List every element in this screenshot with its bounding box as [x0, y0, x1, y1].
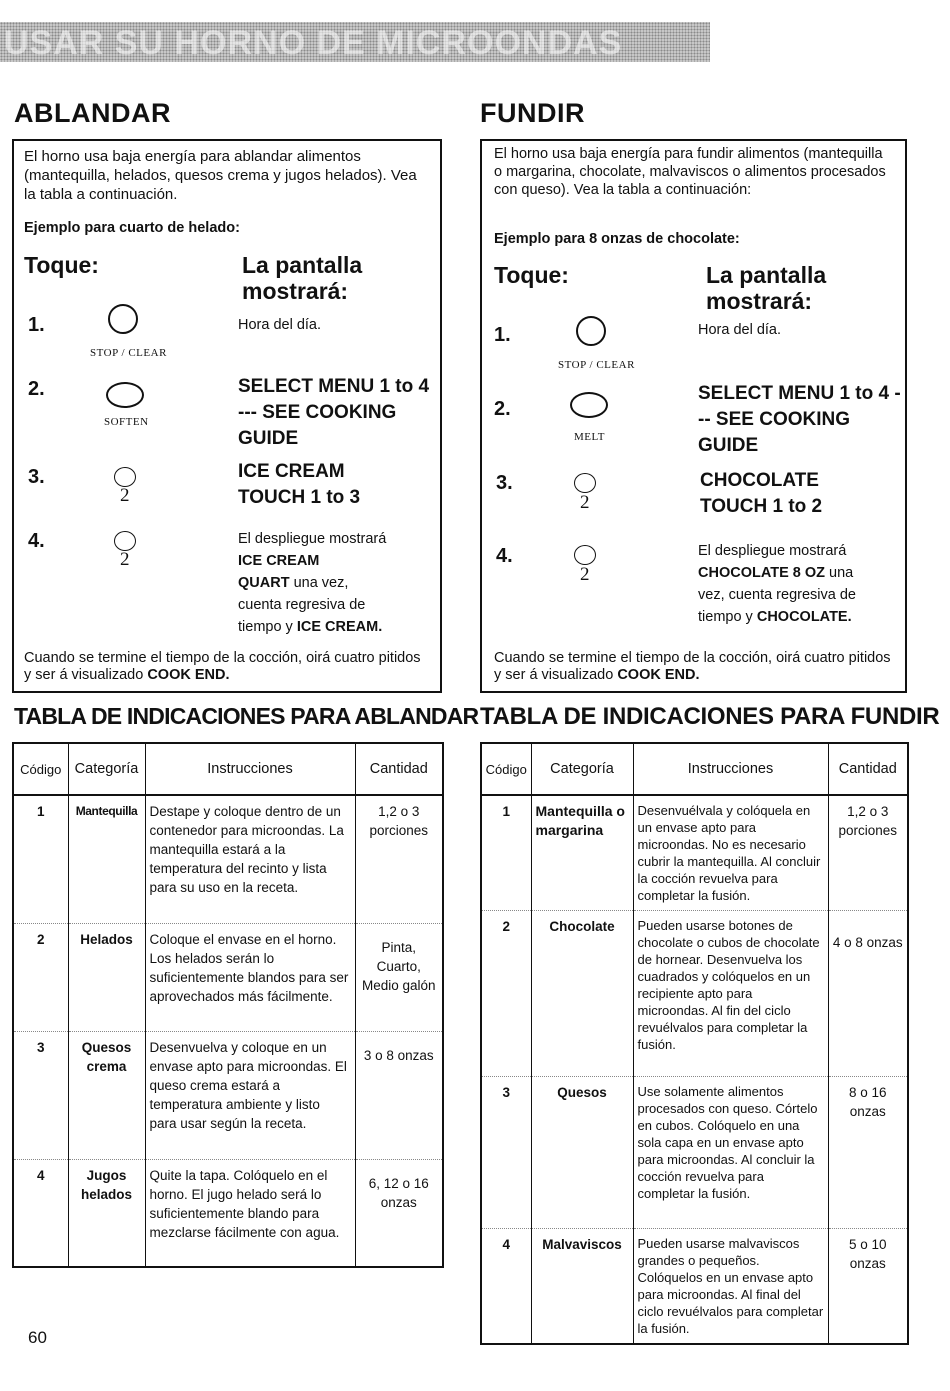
cell-code: 4 [481, 1229, 531, 1345]
cell-instructions: Use solamente alimentos procesados con queso. Córtelo en cubos. Colóquelo en una sola capa en un envase apto para microondas. Al concluir la cocción revuelva para completar la fusión. [633, 1077, 828, 1229]
ablandar-title: ABLANDAR [14, 98, 171, 128]
cell-quantity: 8 o 16 onzas [828, 1077, 908, 1229]
cell-category: Mantequilla [68, 795, 145, 923]
pad-label: STOP / CLEAR [558, 359, 635, 371]
cell-instructions: Pueden usarse botones de chocolate o cubos de chocolate de hornear. Desenvuelva los cuadrados y colóquelos en un recipiente apto para microondas. Al fin del ciclo revuélvalos para completar la fusión. [633, 911, 828, 1077]
pad-digit: 2 [120, 485, 130, 506]
number-pad-icon [114, 467, 136, 487]
display-text: CHOCOLATE TOUCH 1 to 2 [700, 470, 823, 517]
cell-instructions: Coloque el envase en el horno. Los helados serán lo suficientemente blandos para ser aprovechados más fácilmente. [145, 923, 355, 1031]
cell-category: Chocolate [531, 911, 633, 1077]
step-number: 2. [28, 378, 45, 400]
display-text: SELECT MENU 1 to 4 --- SEE COOKING GUIDE [238, 376, 430, 449]
fundir-intro: El horno usa baja energía para fundir alimentos (mantequilla o margarina, chocolate, malvaviscos o alimentos procesados con queso). Vea la tabla a continuación: [494, 146, 886, 198]
cell-quantity: 3 o 8 onzas [355, 1031, 443, 1159]
display-text: Hora del día. [238, 317, 322, 333]
cell-quantity: 1,2 o 3 porciones [355, 795, 443, 923]
display-header: La pantalla mostrará: [706, 262, 827, 314]
header-quantity: Cantidad [355, 743, 443, 795]
display-text: ICE CREAM TOUCH 1 to 3 [238, 461, 361, 508]
cell-quantity: 4 o 8 onzas [828, 911, 908, 1077]
table-fundir-title: TABLA DE INDICACIONES PARA FUNDIR [480, 703, 940, 730]
stop-clear-pad-icon [576, 316, 606, 346]
pad-digit: 2 [580, 492, 590, 513]
step-number: 1. [494, 324, 511, 346]
step-number: 4. [496, 545, 513, 567]
header-instructions: Instrucciones [633, 743, 828, 795]
cell-instructions: Quite la tapa. Colóquelo en el horno. El jugo helado será lo suficientemente blando para mezclarse fácilmente con agua. [145, 1159, 355, 1267]
cell-code: 3 [481, 1077, 531, 1229]
table-row [481, 795, 908, 911]
table-row [13, 1159, 443, 1267]
cell-quantity: 6, 12 o 16 onzas [355, 1159, 443, 1267]
header-category: Categoría [531, 743, 633, 795]
cell-category: Quesos [531, 1077, 633, 1229]
table-ablandar-title: TABLA DE INDICACIONES PARA ABLANDAR [14, 703, 479, 729]
cell-quantity: Pinta, Cuarto, Medio galón [355, 923, 443, 1031]
cell-instructions: Desenvuelva y coloque en un envase apto para microondas. El queso crema estará a temperatura ambiente y listo para usar según la receta. [145, 1031, 355, 1159]
cell-code: 2 [13, 923, 68, 1031]
cell-category: Mantequilla o margarina [531, 795, 633, 911]
fundir-title: FUNDIR [480, 98, 585, 128]
cell-instructions: Desenvuélvala y colóquela en un envase apto para microondas. No es necesario cubrir la mantequilla. Al concluir la cocción revuelva para completar la fusión. [633, 795, 828, 911]
pad-label: MELT [574, 431, 605, 443]
cell-category: Malvaviscos [531, 1229, 633, 1345]
table-row [481, 1229, 908, 1345]
header-code: Código [13, 743, 68, 795]
display-detail: El despliegue mostrará ICE CREAM QUART una vez, cuenta regresiva de tiempo y ICE CREAM. [238, 531, 387, 635]
step-number: 1. [28, 314, 45, 336]
touch-header: Toque: [494, 262, 569, 288]
banner-title: USAR SU HORNO DE MICROONDAS [4, 24, 623, 62]
table-row [13, 923, 443, 1031]
table-row [13, 1031, 443, 1159]
cell-code: 3 [13, 1031, 68, 1159]
table-row [13, 795, 443, 923]
pad-digit: 2 [120, 549, 130, 570]
touch-header: Toque: [24, 252, 99, 278]
pad-label: SOFTEN [104, 416, 149, 428]
cell-quantity: 5 o 10 onzas [828, 1229, 908, 1345]
header-instructions: Instrucciones [145, 743, 355, 795]
stop-clear-pad-icon [108, 304, 138, 334]
pad-label: STOP / CLEAR [90, 347, 167, 359]
cell-category: Jugos helados [68, 1159, 145, 1267]
table-row [481, 1077, 908, 1229]
cell-instructions: Destape y coloque dentro de un contenedor para microondas. La mantequilla estará a la temperatura del recinto y lista para su uso en la receta. [145, 795, 355, 923]
display-text: Hora del día. [698, 322, 782, 338]
header-code: Código [481, 743, 531, 795]
header-quantity: Cantidad [828, 743, 908, 795]
cell-code: 2 [481, 911, 531, 1077]
pad-digit: 2 [580, 564, 590, 585]
display-text: SELECT MENU 1 to 4 --- SEE COOKING GUIDE [698, 383, 901, 456]
step-number: 4. [28, 530, 45, 552]
cell-category: Helados [68, 923, 145, 1031]
cell-code: 1 [36, 804, 45, 819]
header-category: Categoría [68, 743, 145, 795]
step-number: 2. [494, 398, 511, 420]
soften-pad-icon [106, 382, 144, 408]
ablandar-table [12, 742, 444, 1268]
step-number: 3. [28, 466, 45, 488]
ablandar-intro: El horno usa baja energía para ablandar alimentos (mantequilla, helados, quesos crema y jugos helados). Vea la tabla a continuación. [24, 148, 417, 203]
ablandar-example: Ejemplo para cuarto de helado: [24, 220, 240, 236]
ablandar-footer: Cuando se termine el tiempo de la cocción, oirá cuatro pitidos y ser á visualizado COOK END. [24, 650, 421, 683]
fundir-example: Ejemplo para 8 onzas de chocolate: [494, 231, 740, 247]
cell-code: 1 [502, 804, 510, 819]
table-header-row [481, 743, 908, 795]
cell-category: Quesos crema [68, 1031, 145, 1159]
number-pad-icon [114, 531, 136, 551]
melt-pad-icon [570, 392, 608, 418]
cell-code: 4 [13, 1159, 68, 1267]
fundir-footer: Cuando se termine el tiempo de la cocción, oirá cuatro pitidos y ser á visualizado COOK END. [494, 650, 891, 683]
table-row [481, 911, 908, 1077]
fundir-table [480, 742, 909, 1345]
number-pad-icon [574, 545, 596, 565]
display-header: La pantalla mostrará: [242, 252, 363, 304]
table-header-row [13, 743, 443, 795]
cell-quantity: 1,2 o 3 porciones [828, 795, 908, 911]
step-number: 3. [496, 472, 513, 494]
page-number: 60 [28, 1328, 47, 1347]
cell-instructions: Pueden usarse malvaviscos grandes o pequeños. Colóquelos en un envase apto para microondas. Al final del ciclo revuélvalos para completar la fusión. [633, 1229, 828, 1345]
display-detail: El despliegue mostrará CHOCOLATE 8 OZ una vez, cuenta regresiva de tiempo y CHOCOLATE. [698, 543, 856, 625]
number-pad-icon [574, 473, 596, 493]
